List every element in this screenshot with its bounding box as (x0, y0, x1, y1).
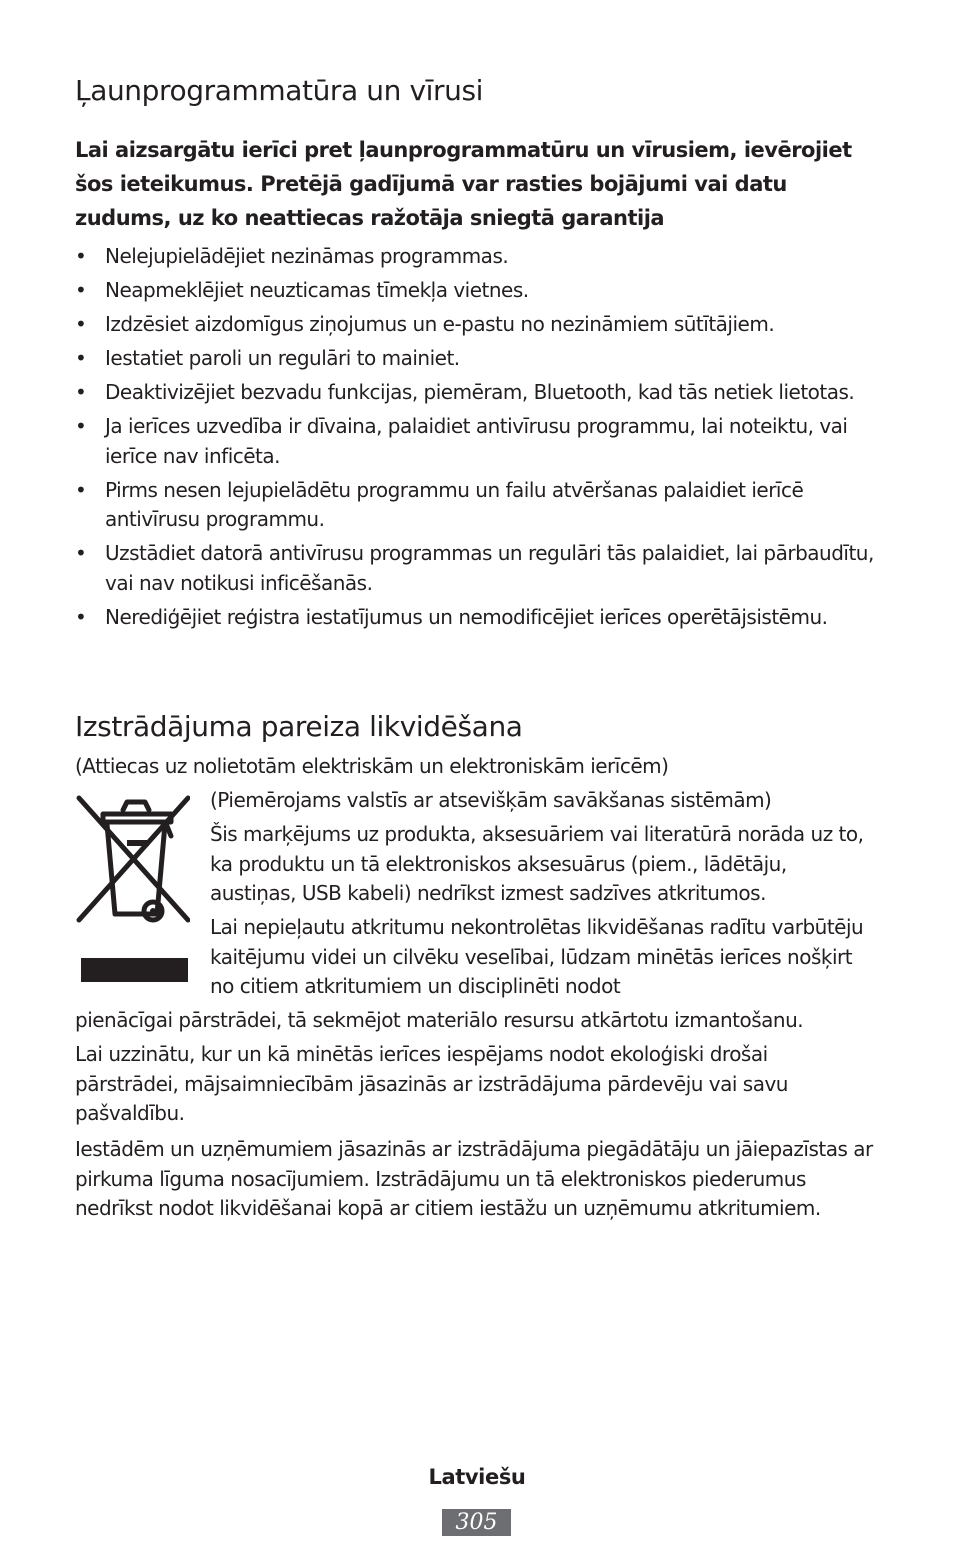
business-text: Iestādēm un uzņēmumiem jāsazinās ar izstrādājuma piegādātāju un jāiepazīstas ar pirkuma līguma nosacījumiem. Izstrādājumu un tā elektroniskos piederumus nedrīkst nodot likvidēšanai kopā ar citiem iestāžu un uzņēmumu atkritumiem. (75, 1137, 873, 1220)
applicability-text: (Piemērojams valstīs ar atsevišķām savākšanas sistēmām) (210, 788, 772, 812)
list-item (75, 378, 885, 408)
list-item-text: Pirms nesen lejupielādētu programmu un failu atvēršanas palaidiet ierīcē antivīrusu programmu. (105, 477, 804, 531)
list-item-text: Nerediģējiet reģistra iestatījumus un nemodificējiet ierīces operētājsistēmu. (105, 604, 828, 629)
list-item-text: Deaktivizējiet bezvadu funkcijas, piemēram, Bluetooth, kad tās netiek lietotas. (105, 380, 855, 404)
section-lead-malware: Lai aizsargātu ierīci pret ļaunprogrammatūru un vīrusiem, ievērojiet šos ieteikumus. Pretējā gadījumā var rasties bojājumi vai datu zudums, uz ko neattiecas ražotāja sniegtā garantija (75, 138, 852, 230)
prevent-text-tail: pienācīgai pārstrādei, tā sekmējot materiālo resursu atkārtotu izmantošanu. (75, 1008, 804, 1032)
bullet-icon: • (75, 604, 87, 629)
list-item (75, 476, 885, 535)
households-text: Lai uzzinātu, kur un kā minētās ierīces iespējams nodot ekoloģiski drošai pārstrādei, mājsaimniecībām jāsazinās ar izstrādājuma pārdevēju vai savu pašvaldību. (75, 1042, 788, 1125)
section-title-disposal: Izstrādājuma pareiza likvidēšana (75, 710, 523, 743)
list-item-text: Iestatiet paroli un regulāri to mainiet. (105, 346, 460, 370)
list-item (75, 242, 885, 272)
crossed-out-wheelie-bin-icon (75, 788, 190, 984)
list-item (75, 603, 885, 633)
bullet-icon: • (75, 477, 87, 502)
list-item-text: Uzstādiet datorā antivīrusu programmas un regulāri tās palaidiet, lai pārbaudītu, vai nav notikusi inficēšanās. (105, 541, 874, 595)
disposal-scope: (Attiecas uz nolietotām elektriskām un elektroniskām ierīcēm) (75, 754, 669, 778)
bullet-icon: • (75, 312, 87, 336)
tips-list (75, 242, 885, 637)
weee-text (210, 786, 875, 1006)
bullet-icon: • (75, 380, 87, 404)
bullet-icon: • (75, 541, 87, 565)
marking-text: Šis marķējums uz produkta, aksesuāriem vai literatūrā norāda uz to, ka produktu un tā elektroniskos aksesuārus (piem., lādētāju, austiņas, USB kabeli) nedrīkst izmest sadzīves atkritumos. (210, 822, 864, 905)
bullet-icon: • (75, 414, 87, 438)
list-item (75, 310, 885, 340)
bullet-icon: • (75, 244, 87, 268)
list-item (75, 344, 885, 374)
list-item-text: Izdzēsiet aizdomīgus ziņojumus un e-pastu no nezināmiem sūtītājiem. (105, 312, 775, 336)
list-item (75, 412, 885, 471)
bullet-icon: • (75, 278, 87, 302)
list-item-text: Ja ierīces uzvedība ir dīvaina, palaidiet antivīrusu programmu, lai noteiktu, vai ierīce nav inficēta. (105, 414, 848, 468)
prevent-text: Lai nepieļautu atkritumu nekontrolētas likvidēšanas radītu varbūtēju kaitējumu videi un cilvēku veselībai, lūdzam minētās ierīces nošķirt no citiem atkritumiem un disciplinēti nodot (210, 915, 864, 998)
list-item-text: Neapmeklējiet neuzticamas tīmekļa vietnes. (105, 278, 529, 302)
list-item-text: Nelejupielādējiet nezināmas programmas. (105, 244, 509, 268)
bullet-icon: • (75, 346, 87, 370)
list-item (75, 276, 885, 306)
footer-language: Latviešu (428, 1465, 526, 1489)
list-item (75, 539, 885, 598)
page-number: 305 (442, 1509, 511, 1536)
section-title-malware: Ļaunprogrammatūra un vīrusi (75, 74, 484, 107)
